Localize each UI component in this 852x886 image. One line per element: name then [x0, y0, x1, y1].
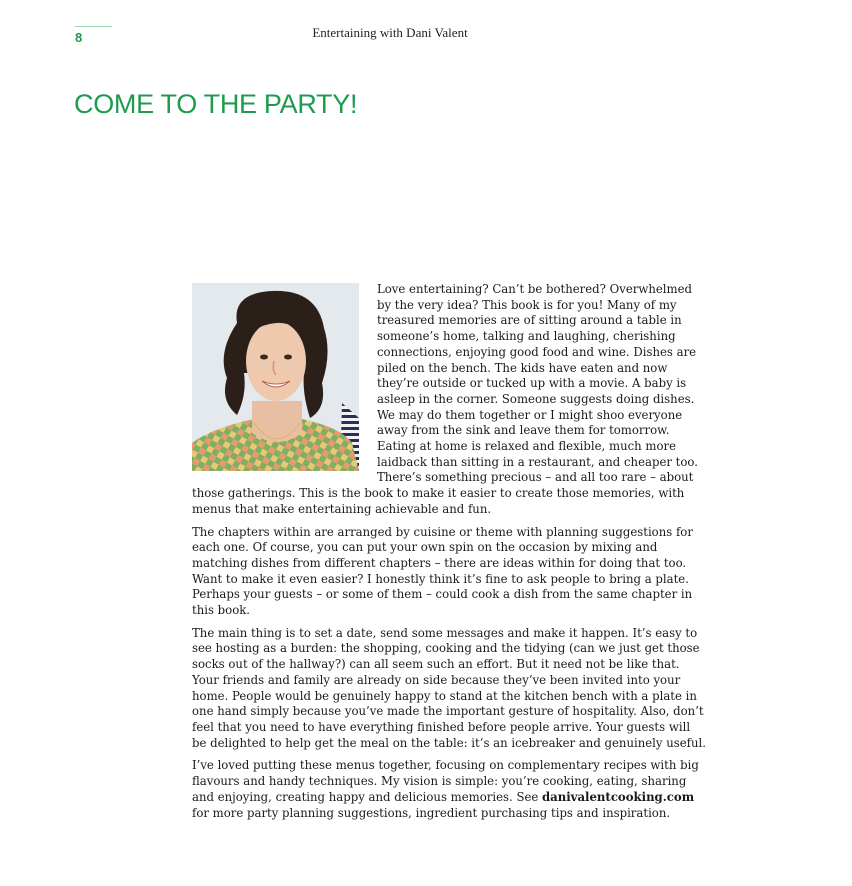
paragraph-chapters: The chapters within are arranged by cuisine or theme with planning suggestions for each one. Of course, you can put your own spin on the occasion by mixing and matching dishes from different chapters – there are ideas within for doing that too. Want to make it even easier? I honestly think it’s fine to ask people to bring a plate. Perhaps your guests – or some of them – could cook a dish from the same chapter in this book.: [192, 524, 693, 618]
chapter-title: COME TO THE PARTY!: [74, 89, 358, 119]
paragraph-intro: Love entertaining? Can’t be bothered? Overwhelmed by the very idea? This book is for you! Many of my treasured memories are of sitting around a table in someone’s home, talking and laughing, cherishing connections, enjoying good food and wine. Dishes are piled on the bench. The kids have eaten and now they’re outside or tucked up with a movie. A baby is asleep in the corner. Someone suggests doing dishes. We may do them together or I might shoo everyone away from the sink and leave them for tomorrow. Eating at home is relaxed and flexible, much more laidback than sitting in a restaurant, and cheaper too. There’s something precious – and all too rare – about those gatherings. This is the book to make it easier to create those memories, with menus that make entertaining achievable and fun.: [192, 282, 698, 516]
body-text: [192, 282, 706, 828]
page-number-rule: [75, 26, 112, 27]
website-link[interactable]: danivalentcooking.com: [542, 789, 695, 804]
running-head: Entertaining with Dani Valent: [312, 25, 468, 40]
author-portrait: [192, 283, 359, 471]
paragraph-closing: [192, 758, 706, 821]
closing-text-start: I’ve loved putting these menus together, focusing on complementary recipes with big flavours and handy techniques. My vision is simple: you’re cooking, eating, sharing and enjoying, creating happy and delicious memories. See: [192, 758, 699, 804]
closing-text-end: for more party planning suggestions, ingredient purchasing tips and inspiration.: [192, 805, 671, 820]
page-number: 8: [75, 30, 83, 45]
paragraph-hosting: The main thing is to set a date, send some messages and make it happen. It’s easy to see hosting as a burden: the shopping, cooking and the tidying (can we just get those socks out of the hallway?) can all seem such an effort. But it need not be like that. Your friends and family are already on side because they’ve been invited into your home. People would be genuinely happy to stand at the kitchen bench with a plate in one hand simply because you’ve made the important gesture of hospitality. Also, don’t feel that you need to have everything finished before people arrive. Your guests will be delighted to help get the meal on the table: it’s an icebreaker and genuinely useful.: [192, 625, 706, 750]
